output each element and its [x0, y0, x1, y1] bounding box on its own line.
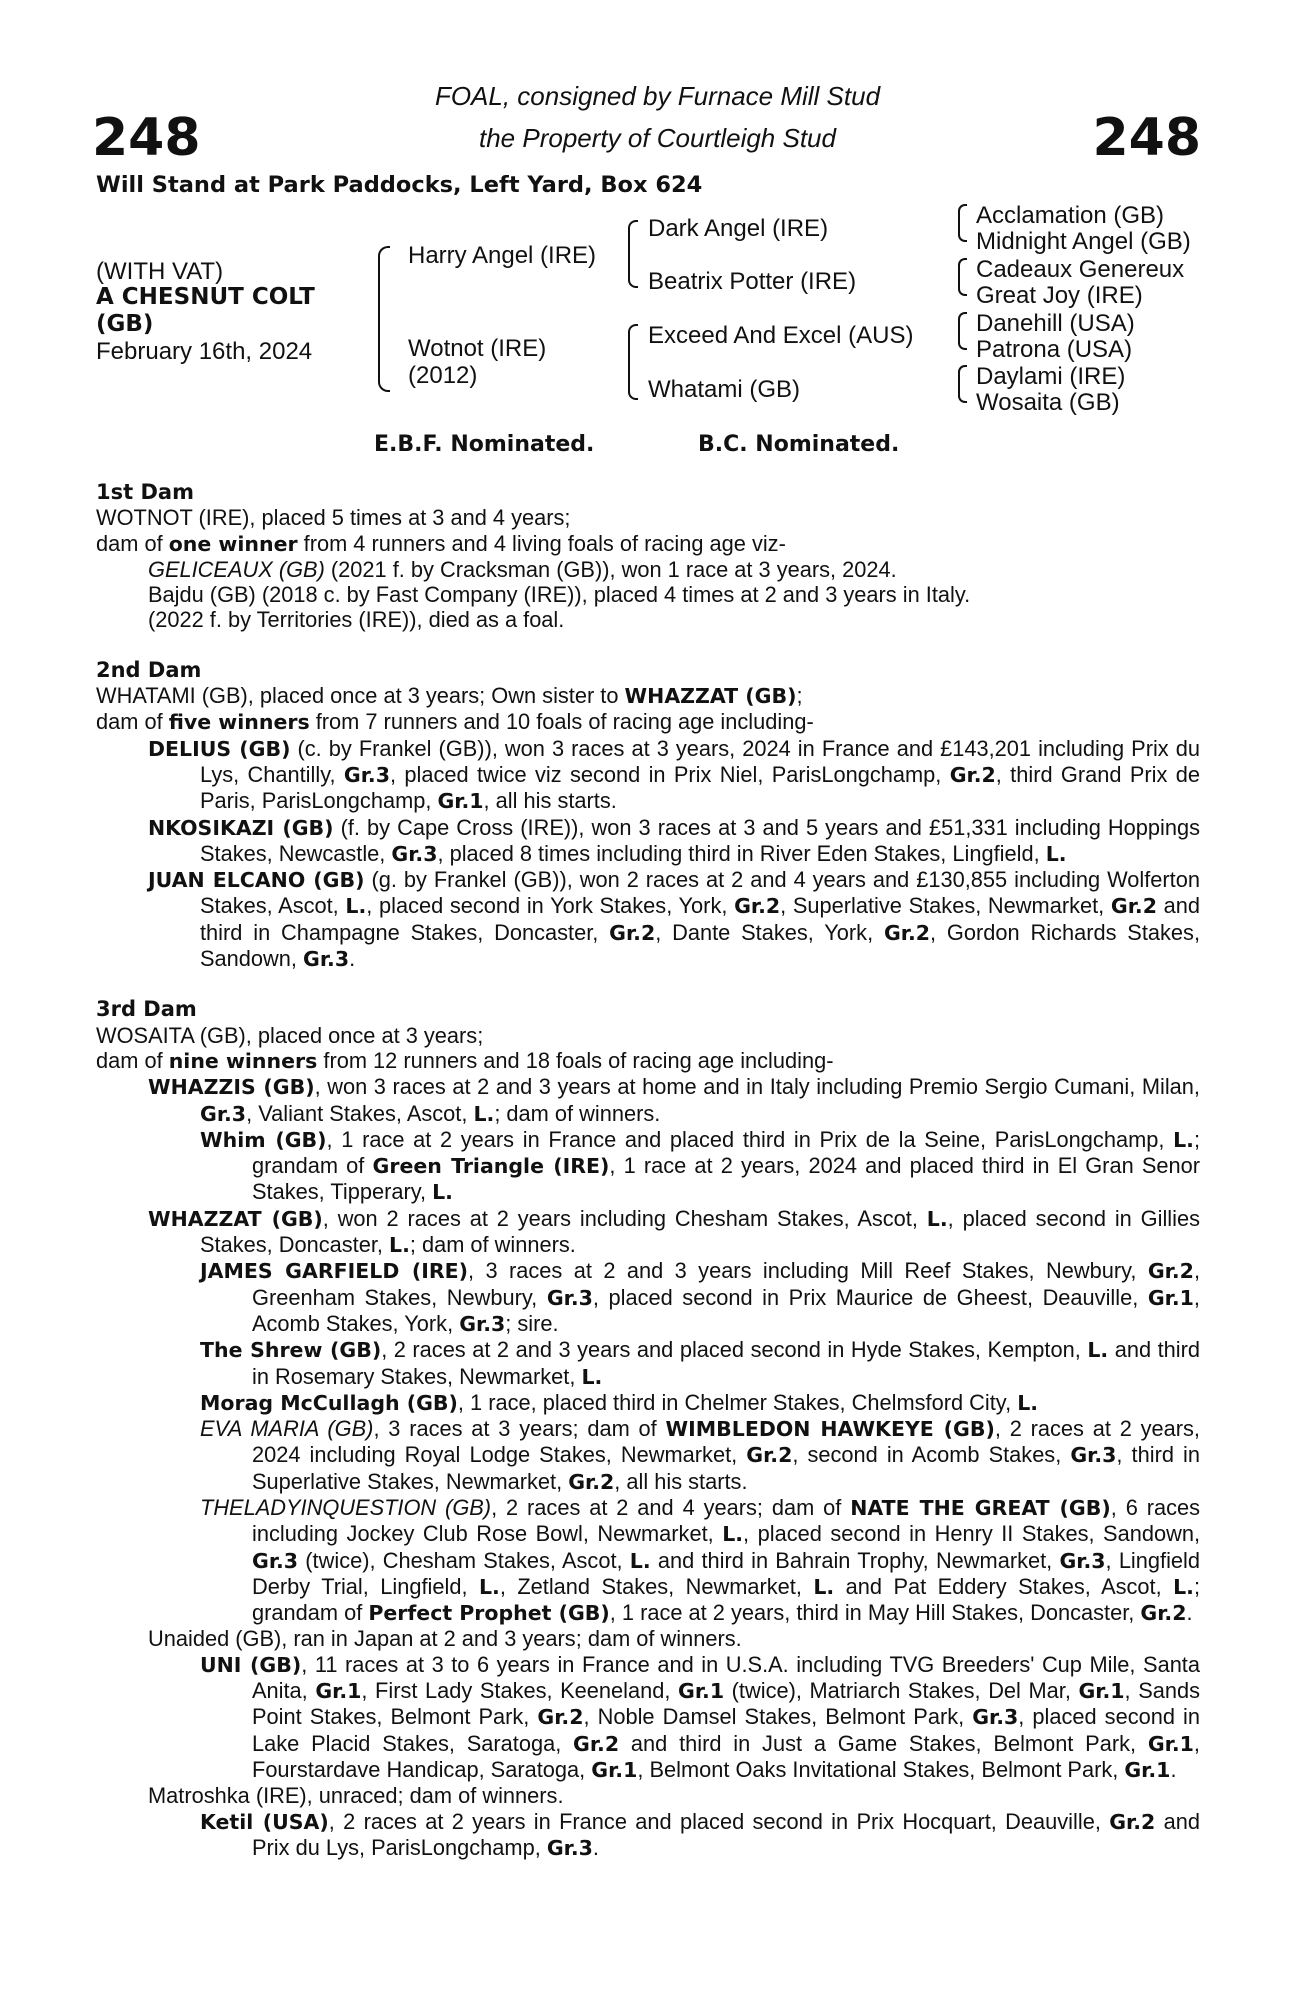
vat-note: (WITH VAT): [96, 258, 224, 285]
ped-ddd: Wosaita (GB): [976, 389, 1120, 416]
ebf-nomination: E.B.F. Nominated.: [374, 432, 595, 457]
consignor-line: FOAL, consigned by Furnace Mill Stud: [434, 81, 881, 111]
second-dam-section: [96, 658, 1200, 973]
third-dam-section: [96, 997, 1200, 1861]
catalogue-body: [96, 480, 1200, 1886]
ped-dds: Daylami (IRE): [976, 363, 1126, 390]
foal-entry: Bajdu (GB) (2018 c. by Fast Company (IRE)), placed 4 times at 2 and 3 years in Italy.: [148, 582, 971, 608]
sire-sire: Dark Angel (IRE): [648, 215, 829, 242]
ped-sss: Acclamation (GB): [976, 202, 1165, 229]
progeny-entry: DELIUS (GB) (c. by Frankel (GB)), won 3 races at 3 years, 2024 in France and £143,201 including Prix du Lys, Chantilly, Gr.3, placed twice viz second in Prix Niel, ParisLongchamp, Gr.2, third Grand Prix de Paris, ParisLongchamp, Gr.1, all his starts.: [148, 735, 1200, 814]
property-line: the Property of Courtleigh Stud: [479, 123, 836, 153]
ped-sdd: Great Joy (IRE): [976, 282, 1143, 309]
dam-year: (2012): [408, 362, 478, 389]
horse-origin: (GB): [96, 311, 154, 337]
progeny-entry: Whim (GB), 1 race at 2 years in France and placed third in Prix de la Seine, ParisLongchamp, L.; grandam of Green Triangle (IRE), 1 race at 2 years, 2024 and placed third in El Gran Senor Stakes, Tipperary, L.: [200, 1126, 1201, 1205]
progeny-entry: Matroshka (IRE), unraced; dam of winners.: [148, 1783, 564, 1809]
foal-entry: (2022 f. by Territories (IRE)), died as a foal.: [148, 607, 565, 633]
progeny-entry: Morag McCullagh (GB), 1 race, placed third in Chelmer Stakes, Chelmsford City, L.: [200, 1389, 1039, 1415]
progeny-entry: THELADYINQUESTION (GB), 2 races at 2 and 4 years; dam of NATE THE GREAT (GB), 6 races including Jockey Club Rose Bowl, Newmarket, L., placed second in Henry II Stakes, Sandown, Gr.3 (twice), Chesham Stakes, Ascot, L. and third in Bahrain Trophy, Newmarket, Gr.3, Lingfield Derby Trial, Lingfield, L., Zetland Stakes, Newmarket, L. and Pat Eddery Stakes, Ascot, L.; grandam of Perfect Prophet (GB), 1 race at 2 years, third in May Hill Stakes, Doncaster, Gr.2.: [200, 1494, 1201, 1626]
progeny-entry: Unaided (GB), ran in Japan at 2 and 3 years; dam of winners.: [148, 1626, 742, 1652]
third-dam-produce: dam of nine winners from 12 runners and 18 foals of racing age including-: [96, 1047, 834, 1073]
dam-sire: Exceed And Excel (AUS): [648, 322, 914, 349]
progeny-entry: UNI (GB), 11 races at 3 to 6 years in France and in U.S.A. including TVG Breeders' Cup Mile, Santa Anita, Gr.1, First Lady Stakes, Keeneland, Gr.1 (twice), Matriarch Stakes, Del Mar, Gr.1, Sands Point Stakes, Belmont Park, Gr.2, Noble Damsel Stakes, Belmont Park, Gr.3, placed second in Lake Placid Stakes, Saratoga, Gr.2 and third in Just a Game Stakes, Belmont Park, Gr.1, Fourstardave Handicap, Saratoga, Gr.1, Belmont Oaks Invitational Stakes, Belmont Park, Gr.1.: [200, 1651, 1200, 1782]
dam-name: Wotnot (IRE): [408, 335, 547, 362]
pedigree-brace-dam: [628, 324, 638, 400]
pedigree-brace-sire: [628, 220, 638, 288]
third-dam-heading: 3rd Dam: [96, 997, 197, 1022]
progeny-entry: NKOSIKAZI (GB) (f. by Cape Cross (IRE)), won 3 races at 3 and 5 years and £51,331 including Hoppings Stakes, Newcastle, Gr.3, placed 8 times including third in River Eden Stakes, Lingfield, L.: [148, 814, 1201, 866]
progeny-entry: Ketil (USA), 2 races at 2 years in France and placed second in Prix Hocquart, Deauville, Gr.2 and Prix du Lys, ParisLongchamp, Gr.3.: [200, 1808, 1200, 1860]
pedigree-brace-ss: [958, 204, 967, 242]
ped-ssd: Midnight Angel (GB): [976, 228, 1191, 255]
pedigree-brace-ds: [958, 312, 967, 350]
sire-dam: Beatrix Potter (IRE): [648, 268, 857, 295]
second-dam-line: WHATAMI (GB), placed once at 3 years; Own sister to WHAZZAT (GB);: [96, 683, 803, 709]
third-dam-line: WOSAITA (GB), placed once at 3 years;: [96, 1022, 484, 1048]
progeny-entry: JAMES GARFIELD (IRE), 3 races at 2 and 3 years including Mill Reef Stakes, Newbury, Gr.2, Greenham Stakes, Newbury, Gr.3, placed second in Prix Maurice de Gheest, Deauville, Gr.1, Acomb Stakes, York, Gr.3; sire.: [200, 1258, 1200, 1336]
ped-dss: Danehill (USA): [976, 310, 1135, 337]
sire-name: Harry Angel (IRE): [408, 242, 597, 269]
progeny-entry: JUAN ELCANO (GB) (g. by Frankel (GB)), won 2 races at 2 and 4 years and £130,855 including Wolferton Stakes, Ascot, L., placed second in York Stakes, York, Gr.2, Superlative Stakes, Newmarket, Gr.2 and third in Champagne Stakes, Doncaster, Gr.2, Dante Stakes, York, Gr.2, Gordon Richards Stakes, Sandown, Gr.3.: [148, 867, 1201, 972]
first-dam-produce: dam of one winner from 4 runners and 4 living foals of racing age viz-: [96, 530, 786, 556]
progeny-entry: WHAZZAT (GB), won 2 races at 2 years including Chesham Stakes, Ascot, L., placed second in Gillies Stakes, Doncaster, L.; dam of winners.: [148, 1205, 1201, 1258]
progeny-entry: WHAZZIS (GB), won 3 races at 2 and 3 years at home and in Italy including Premio Sergio Cumani, Milan, Gr.3, Valiant Stakes, Ascot, L.; dam of winners.: [148, 1074, 1200, 1126]
horse-name: A CHESNUT COLT: [96, 284, 315, 310]
pedigree-brace-main: [378, 246, 390, 392]
pedigree-brace-dd: [958, 365, 967, 403]
first-dam-section: [96, 480, 1200, 633]
ped-dsd: Patrona (USA): [976, 336, 1133, 363]
ped-sds: Cadeaux Genereux: [976, 256, 1185, 283]
second-dam-heading: 2nd Dam: [96, 657, 202, 682]
progeny-entry: EVA MARIA (GB), 3 races at 3 years; dam of WIMBLEDON HAWKEYE (GB), 2 races at 2 years, 2024 including Royal Lodge Stakes, Newmarket, Gr.2, second in Acomb Stakes, Gr.3, third in Superlative Stakes, Newmarket, Gr.2, all his starts.: [200, 1416, 1200, 1494]
pedigree-brace-sd: [958, 258, 967, 296]
stand-location: Will Stand at Park Paddocks, Left Yard, Box 624: [96, 172, 703, 198]
foaling-date: February 16th, 2024: [96, 338, 313, 365]
progeny-entry: The Shrew (GB), 2 races at 2 and 3 years and placed second in Hyde Stakes, Kempton, L. and third in Rosemary Stakes, Newmarket, L.: [200, 1337, 1200, 1389]
bc-nomination: B.C. Nominated.: [698, 432, 900, 457]
first-dam-heading: 1st Dam: [96, 480, 194, 504]
lot-number-left: 248: [92, 108, 201, 168]
lot-number-right: 248: [1092, 108, 1201, 168]
dam-dam: Whatami (GB): [648, 376, 801, 403]
foal-entry: GELICEAUX (GB) (2021 f. by Cracksman (GB)), won 1 race at 3 years, 2024.: [148, 556, 897, 582]
second-dam-produce: dam of five winners from 7 runners and 10 foals of racing age including-: [96, 709, 814, 735]
first-dam-line: WOTNOT (IRE), placed 5 times at 3 and 4 years;: [96, 505, 571, 531]
